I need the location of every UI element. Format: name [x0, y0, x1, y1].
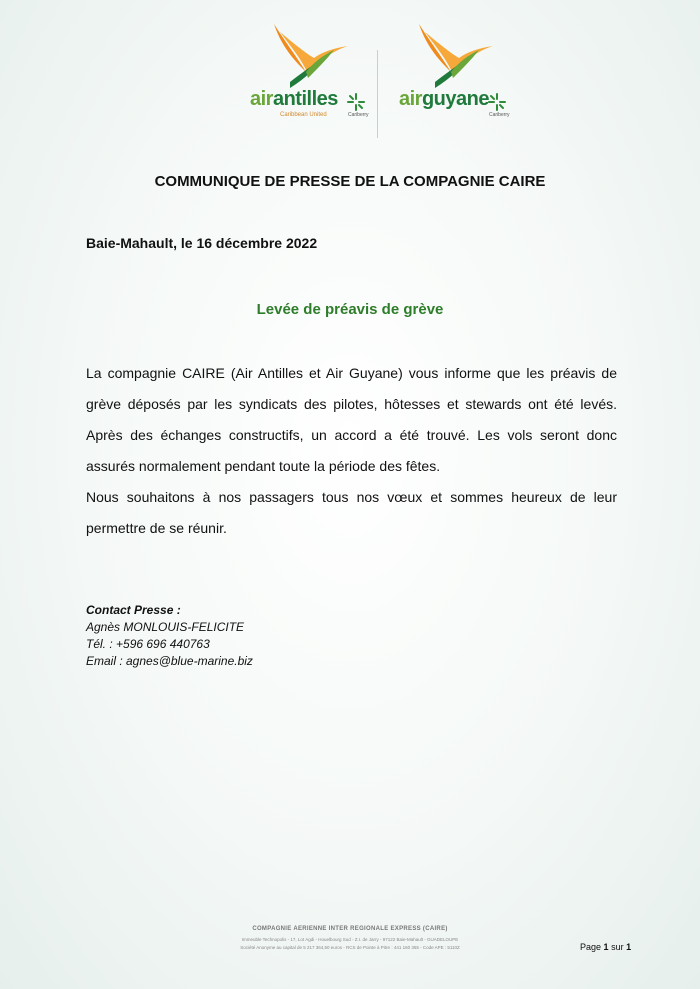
contact-name: Agnès MONLOUIS-FELICITE [86, 620, 245, 634]
press-release-title: COMMUNIQUE DE PRESSE DE LA COMPAGNIE CAIRE [154, 173, 546, 190]
contact-heading: Contact Presse : [86, 603, 181, 617]
body-text [86, 358, 617, 544]
cariberry-caption: Cariberry [348, 112, 369, 118]
logo-divider [377, 50, 378, 138]
airguyane-logo [395, 22, 545, 122]
airantilles-wordmark: airantilles [250, 88, 338, 110]
cariberry-star-icon [346, 92, 366, 112]
hummingbird-icon [405, 22, 495, 90]
contact-email: Email : agnes@blue-marine.biz [86, 654, 253, 668]
place-date: Baie-Mahault, le 16 décembre 2022 [86, 235, 318, 251]
footer-legal: Société Anonyme au capital de 5 217 364,50 euros - RCS de Pointe à Pitre : 441 160 355 - Code APE : 5110Z [240, 945, 460, 950]
page-number: Page 1 sur 1 [580, 942, 632, 952]
body-paragraph: Nous souhaitons à nos passagers tous nos vœux et sommes heureux de leur permettre de se réunir. [86, 489, 617, 536]
airguyane-wordmark: airguyane [399, 88, 489, 110]
hummingbird-icon [260, 22, 350, 90]
press-contact [86, 602, 253, 670]
body-paragraph: La compagnie CAIRE (Air Antilles et Air Guyane) vous informe que les préavis de grève déposés par les syndicats des pilotes, hôtesses et stewards ont été levés. Après des échanges constructifs, un accord a été trouvé. Les vols seront donc assurés normalement pendant toute la période des fêtes. [86, 365, 617, 474]
airantilles-tagline: Caribbean United [280, 112, 327, 118]
cariberry-star-icon [487, 92, 507, 112]
cariberry-caption: Cariberry [489, 112, 510, 118]
footer-company: COMPAGNIE AERIENNE INTER REGIONALE EXPRESS (CAIRE) [252, 926, 448, 932]
contact-phone: Tél. : +596 696 440763 [86, 637, 210, 651]
headline: Levée de préavis de grève [256, 301, 444, 318]
header-logos [0, 22, 700, 122]
footer-address: Immeuble Technopolis - 17, Lot Agdi - Houelbourg Sud - Z.I. de Jarry - 97122 Baie-Mahault - GUADELOUPE [241, 937, 459, 942]
